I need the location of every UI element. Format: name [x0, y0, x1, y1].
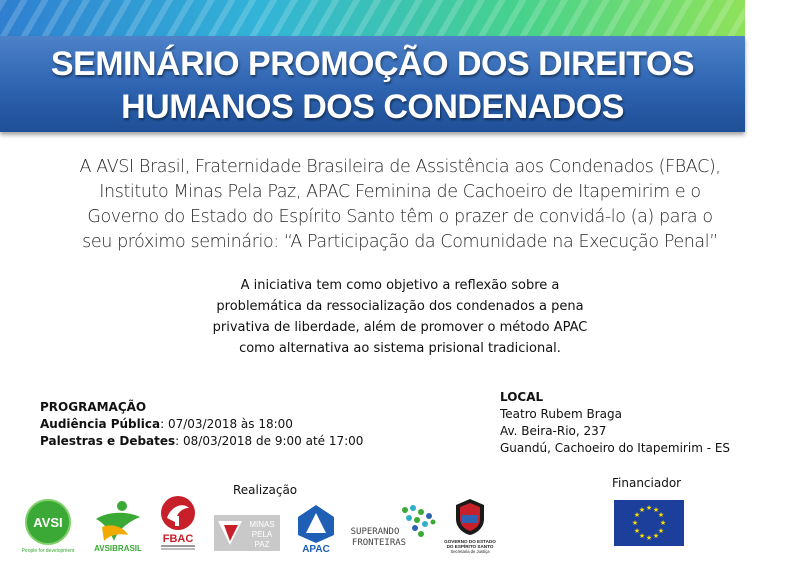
minas-logo-line3: PAZ [254, 540, 270, 549]
superando-logo-line2: FRONTEIRAS [351, 538, 407, 548]
avsi-brasil-logo-text: AVSIBRASIL [94, 544, 142, 553]
apac-logo [294, 503, 338, 553]
palestras-value: : 08/03/2018 de 9:00 até 17:00 [175, 434, 364, 448]
location-heading: LOCAL [500, 390, 544, 404]
svg-text:★: ★ [645, 534, 653, 542]
governo-logo-line3: Secretaria de Justiça [450, 549, 490, 554]
governo-logo-line2: DO ESPÍRITO SANTO [446, 544, 494, 549]
svg-text:★: ★ [659, 519, 667, 527]
svg-text:★: ★ [657, 527, 665, 535]
objective-line: como alternativa ao sistema prisional tradicional. [239, 341, 561, 356]
program-section [40, 399, 363, 450]
objective-paragraph [120, 275, 680, 359]
svg-text:★: ★ [638, 506, 646, 514]
intro-paragraph [40, 155, 760, 255]
svg-text:★: ★ [652, 506, 660, 514]
venue-name: Teatro Rubem Braga [500, 407, 622, 421]
avsi-logo [20, 497, 78, 555]
location-section [500, 389, 730, 457]
audiencia-label: Audiência Pública [40, 417, 161, 431]
palestras-label: Palestras e Debates [40, 434, 176, 448]
venue-address: Av. Beira-Rio, 237 [500, 424, 607, 438]
intro-line: Instituto Minas Pela Paz, APAC Feminina de Cachoeiro de Itapemirim e o [99, 182, 701, 202]
avsi-logo-tagline: People for development [21, 548, 75, 554]
intro-line: A AVSI Brasil, Fraternidade Brasileira de Assistência aos Condenados (FBAC), [79, 157, 721, 177]
venue-city: Guandú, Cachoeiro do Itapemirim - ES [500, 441, 731, 455]
avsi-logo-text: AVSI [33, 515, 63, 530]
intro-line: seu próximo seminário: “A Participação da Comunidade na Execução Penal” [82, 232, 718, 252]
objective-line: problemática da ressocialização dos condenados a pena [216, 299, 584, 314]
avsi-brasil-logo [88, 497, 148, 553]
audiencia-value: : 07/03/2018 às 18:00 [160, 417, 293, 431]
governo-logo-line1: GOVERNO DO ESTADO [444, 539, 496, 544]
financiador-label: Financiador [612, 476, 682, 490]
decorative-top-strip [0, 0, 745, 36]
program-heading: PROGRAMAÇÃO [40, 400, 147, 414]
svg-text:★: ★ [633, 527, 641, 535]
minas-logo-line1: MINAS [249, 520, 275, 529]
svg-text:★: ★ [657, 511, 665, 519]
superando-logo-line1: SUPERANDO [350, 527, 400, 537]
svg-text:★: ★ [645, 504, 653, 512]
intro-line: Governo do Estado do Espírito Santo têm o prazer de convidá-lo (a) para o [87, 207, 713, 227]
objective-line: privativa de liberdade, além de promover o método APAC [212, 320, 588, 335]
apac-logo-text: APAC [302, 544, 330, 553]
objective-line: A iniciativa tem como objetivo a reflexão sobre a [240, 278, 560, 293]
svg-text:★: ★ [633, 511, 641, 519]
page-title-line2: HUMANOS DOS CONDENADOS [121, 88, 624, 126]
superando-fronteiras-logo [345, 500, 441, 550]
realizacao-label: Realização [233, 483, 298, 497]
governo-es-logo [442, 497, 498, 555]
svg-text:★: ★ [652, 532, 660, 540]
page-title-line1: SEMINÁRIO PROMOÇÃO DOS DIREITOS [50, 45, 695, 83]
fbac-logo-text: FBAC [162, 533, 194, 545]
minas-logo-line2: PELA [251, 530, 273, 539]
fbac-logo [155, 494, 201, 552]
eu-flag-logo [614, 500, 684, 546]
minas-pela-paz-logo [214, 515, 280, 551]
svg-text:★: ★ [638, 532, 646, 540]
svg-text:★: ★ [631, 519, 639, 527]
